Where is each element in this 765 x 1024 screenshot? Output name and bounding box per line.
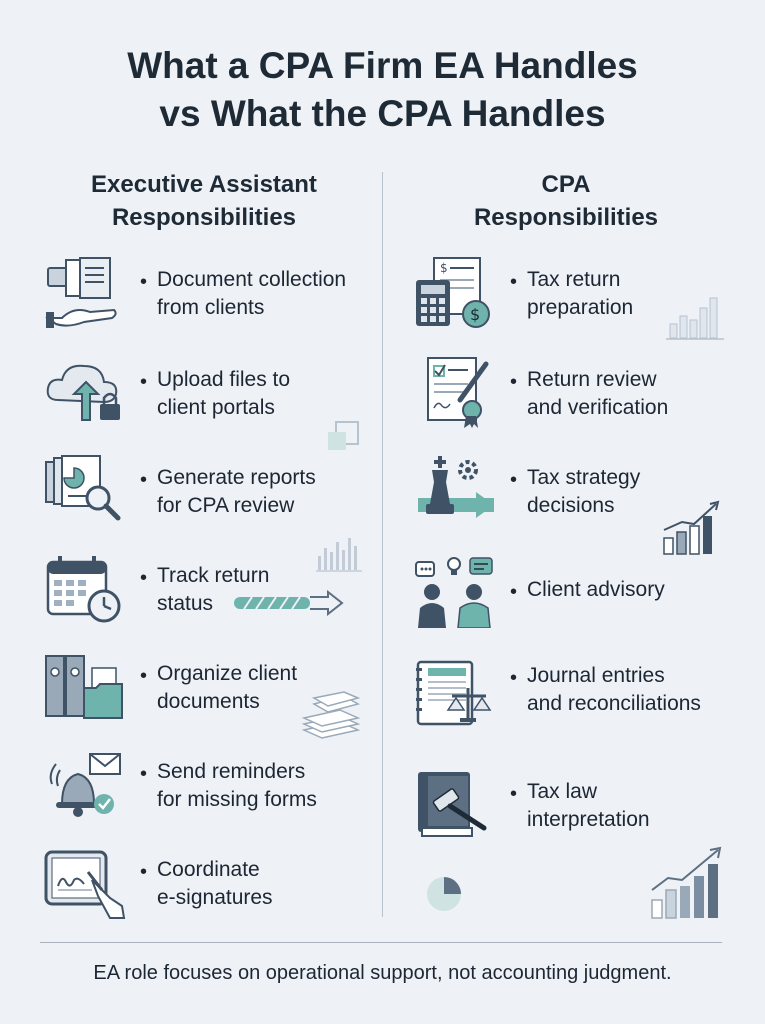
cpa-item-line-1: Journal entries bbox=[527, 664, 665, 687]
cpa-item-line-1: Tax return bbox=[527, 268, 621, 291]
cpa-item-line-2: and reconciliations bbox=[527, 692, 701, 715]
certificate-pen-icon bbox=[414, 354, 498, 430]
document-handoff-icon bbox=[44, 256, 128, 332]
bullet: • bbox=[140, 763, 148, 785]
ledger-scales-icon bbox=[414, 654, 498, 730]
svg-text:$: $ bbox=[470, 305, 481, 324]
ea-item-label bbox=[157, 464, 316, 520]
bullet: • bbox=[510, 271, 518, 293]
ea-item-line-2: for CPA review bbox=[157, 494, 295, 517]
pie-chart-icon bbox=[424, 874, 464, 914]
bullet: • bbox=[140, 665, 148, 687]
bullet: • bbox=[510, 783, 518, 805]
title-line-1: What a CPA Firm EA Handles bbox=[127, 45, 638, 86]
ea-item-line-1: Organize client bbox=[157, 662, 298, 685]
ea-item-line-2: for missing forms bbox=[157, 788, 317, 811]
cpa-item-line-2: decisions bbox=[527, 494, 615, 517]
ea-item-line-2: status bbox=[157, 592, 214, 615]
cpa-heading-line-1: CPA bbox=[541, 171, 591, 198]
ea-item-line-1: Generate reports bbox=[157, 466, 316, 489]
footer-note: EA role focuses on operational support, not accounting judgment. bbox=[93, 962, 672, 984]
ea-heading-line-1: Executive Assistant bbox=[91, 171, 317, 198]
bullet: • bbox=[140, 567, 148, 589]
cpa-item-label bbox=[527, 366, 668, 422]
bullet: • bbox=[140, 271, 148, 293]
calculator-tax-form-icon bbox=[414, 256, 498, 332]
cpa-item-line-2: preparation bbox=[527, 296, 634, 319]
cloud-upload-lock-icon bbox=[44, 356, 128, 432]
bullet: • bbox=[140, 371, 148, 393]
bullet: • bbox=[510, 581, 518, 603]
binders-folder-icon bbox=[44, 650, 128, 726]
cpa-item-line-2: and verification bbox=[527, 396, 669, 419]
cpa-column-heading bbox=[386, 168, 746, 234]
bullet: • bbox=[140, 469, 148, 491]
bell-envelope-icon bbox=[44, 748, 128, 824]
ea-item-label bbox=[157, 266, 346, 322]
ea-column-heading bbox=[24, 168, 384, 234]
cpa-item-label bbox=[527, 464, 640, 520]
page-title bbox=[0, 42, 765, 138]
bullet: • bbox=[510, 667, 518, 689]
report-magnifier-icon bbox=[44, 454, 128, 530]
cpa-item-line-1: Client advisory bbox=[527, 578, 665, 601]
decorative-squares-icon bbox=[326, 420, 360, 454]
cpa-item-label bbox=[527, 662, 701, 718]
cpa-item-line-1: Tax law bbox=[527, 780, 598, 803]
bullet: • bbox=[140, 861, 148, 883]
tablet-signature-icon bbox=[44, 846, 128, 922]
ea-item-line-1: Document collection bbox=[157, 268, 347, 291]
advisors-conversation-icon bbox=[414, 552, 498, 628]
decorative-bar-chart-icon bbox=[316, 534, 362, 574]
bullet: • bbox=[510, 371, 518, 393]
column-divider bbox=[382, 172, 383, 917]
growth-bar-chart-icon bbox=[660, 500, 722, 556]
cpa-item-line-2: interpretation bbox=[527, 808, 650, 831]
ea-item-line-1: Upload files to bbox=[157, 368, 291, 391]
ea-item-label bbox=[157, 366, 290, 422]
ea-item-line-1: Track return bbox=[157, 564, 270, 587]
decorative-bar-chart-icon bbox=[666, 284, 724, 342]
ea-item-line-2: from clients bbox=[157, 296, 265, 319]
ea-item-line-2: documents bbox=[157, 690, 260, 713]
bullet: • bbox=[510, 469, 518, 491]
progress-arrow-icon bbox=[232, 590, 346, 616]
law-book-gavel-icon bbox=[414, 766, 498, 842]
ea-item-line-1: Send reminders bbox=[157, 760, 306, 783]
cpa-item-label bbox=[527, 576, 665, 604]
ea-item-line-2: client portals bbox=[157, 396, 275, 419]
growth-bar-chart-icon bbox=[648, 846, 724, 920]
chess-king-gear-icon bbox=[414, 452, 498, 528]
cpa-item-line-1: Return review bbox=[527, 368, 657, 391]
svg-text:$: $ bbox=[440, 261, 448, 275]
cpa-item-label bbox=[527, 266, 633, 322]
cpa-heading-line-2: Responsibilities bbox=[473, 204, 659, 231]
cpa-item-label bbox=[527, 778, 650, 834]
ea-item-label bbox=[157, 660, 297, 716]
ea-item-label bbox=[157, 758, 317, 814]
paper-stack-icon bbox=[300, 690, 362, 740]
ea-item-line-2: e-signatures bbox=[157, 886, 273, 909]
calendar-clock-icon bbox=[44, 552, 128, 628]
ea-item-line-1: Coordinate bbox=[157, 858, 260, 881]
ea-item-label bbox=[157, 856, 273, 912]
footer-divider bbox=[40, 942, 722, 943]
cpa-item-line-1: Tax strategy bbox=[527, 466, 641, 489]
ea-heading-line-2: Responsibilities bbox=[111, 204, 297, 231]
title-line-2: vs What the CPA Handles bbox=[159, 93, 606, 134]
